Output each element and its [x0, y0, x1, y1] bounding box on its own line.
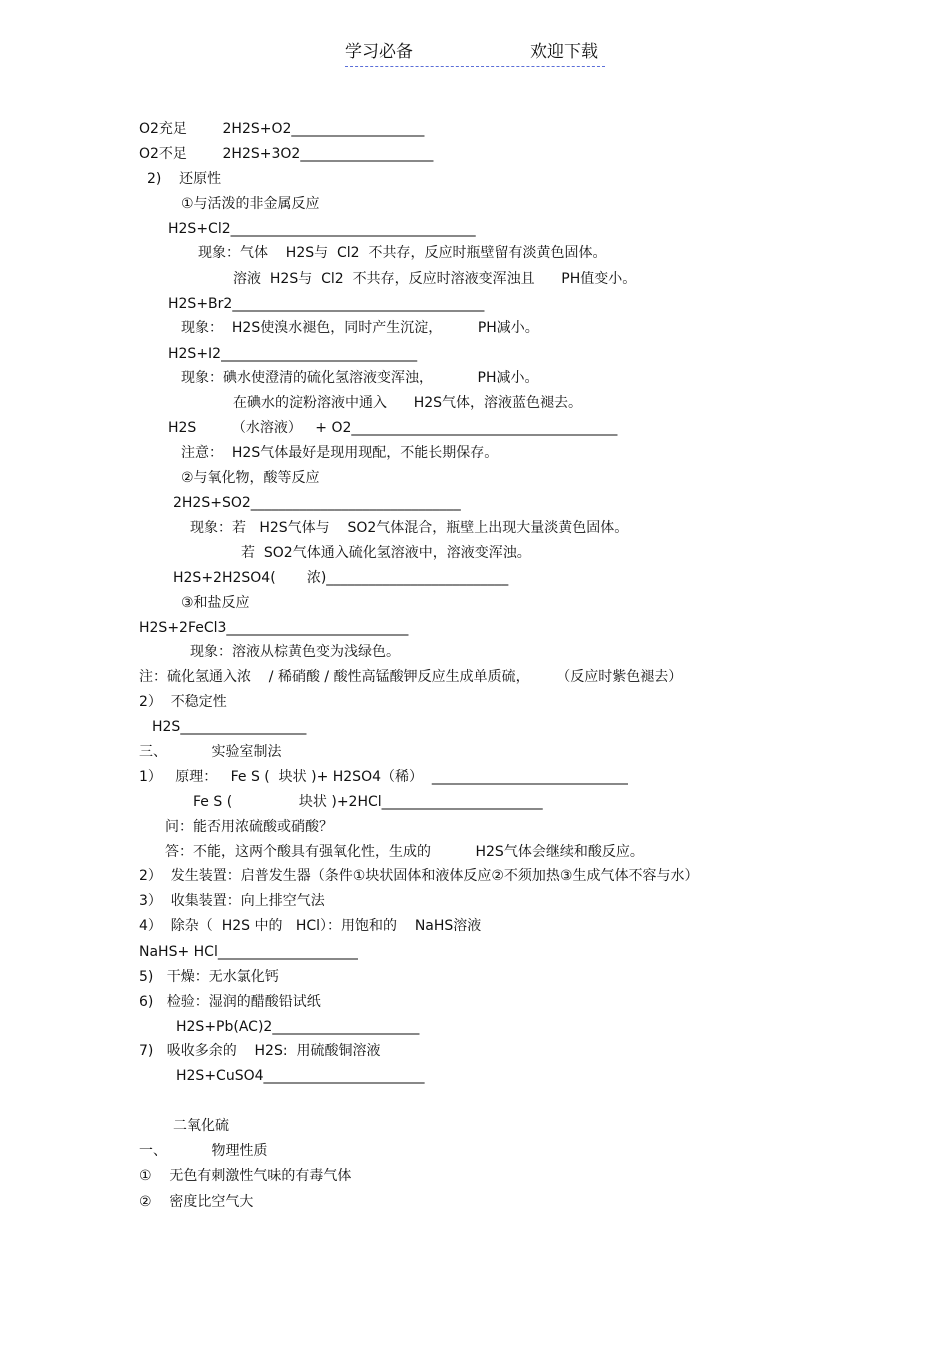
text-line: 答：不能，这两个酸具有强氧化性，生成的 H2S气体会继续和酸反应。 [165, 844, 644, 860]
text-line: H2S+Cl2___________________________________ [168, 221, 476, 237]
text-line: 2） 发生装置：启普发生器（条件①块状固体和液体反应②不须加热③生成气体不容与水） [139, 868, 699, 884]
text-line: 现象：气体 H2S与 Cl2 不共存，反应时瓶壁留有淡黄色固体。 [198, 245, 607, 261]
text-line: 2H2S+SO2______________________________ [173, 495, 461, 511]
text-line: 在碘水的淀粉溶液中通入 H2S气体，溶液蓝色褪去。 [233, 395, 583, 411]
text-line: 注：硫化氢通入浓 / 稀硝酸 / 酸性高锰酸钾反应生成单质硫， （反应时紫色褪去） [139, 669, 683, 685]
text-line: 6) 检验：湿润的醋酸铅试纸 [139, 994, 321, 1010]
text-line: 1） 原理： Fe S ( 块状 )+ H2SO4（稀） ____________________________ [139, 769, 628, 785]
text-line: 现象： H2S使溴水褪色，同时产生沉淀， PH减小。 [181, 320, 539, 336]
text-line: 若 SO2气体通入硫化氢溶液中，溶液变浑浊。 [241, 545, 531, 561]
text-line: NaHS+ HCl____________________ [139, 944, 358, 960]
text-line: Fe S ( 块状 )+2HCl_______________________ [193, 794, 543, 810]
page-header [345, 42, 605, 67]
text-line: 3） 收集装置：向上排空气法 [139, 893, 325, 909]
text-line: 现象：若 H2S气体与 SO2气体混合，瓶壁上出现大量淡黄色固体。 [190, 520, 629, 536]
text-line: 5) 干燥：无水氯化钙 [139, 969, 279, 985]
text-line: 问：能否用浓硫酸或硝酸？ [165, 819, 333, 835]
text-line: 2) 还原性 [147, 171, 222, 187]
header-right-text: 欢迎下载 [530, 42, 598, 62]
text-line: 一、 物理性质 [139, 1143, 268, 1159]
text-line: 现象：碘水使澄清的硫化氢溶液变浑浊， PH减小。 [181, 370, 539, 386]
text-line: 现象：溶液从棕黄色变为浅绿色。 [190, 644, 400, 660]
text-line: 4） 除杂（ H2S 中的 HCl）：用饱和的 NaHS溶液 [139, 918, 482, 934]
text-line: 溶液 H2S与 Cl2 不共存，反应时溶液变浑浊且 PH值变小。 [233, 271, 637, 287]
text-line: H2S+Pb(AC)2_____________________ [176, 1019, 420, 1035]
text-line: O2不足 2H2S+3O2___________________ [139, 146, 434, 162]
text-line: H2S+2H2SO4( 浓)__________________________ [173, 570, 509, 586]
text-line: ① 无色有刺激性气味的有毒气体 [139, 1168, 352, 1184]
text-line: 三、 实验室制法 [139, 744, 282, 760]
text-line: H2S+2FeCl3__________________________ [139, 620, 409, 636]
text-line: H2S+Br2____________________________________ [168, 296, 485, 312]
text-line: 7) 吸收多余的 H2S: 用硫酸铜溶液 [139, 1043, 381, 1059]
text-line: O2充足 2H2S+O2___________________ [139, 121, 425, 137]
text-line: ③和盐反应 [181, 595, 250, 611]
text-line: H2S+CuSO4_______________________ [176, 1068, 425, 1084]
text-line: H2S__________________ [152, 719, 307, 735]
text-line: ② 密度比空气大 [139, 1194, 254, 1210]
text-line: H2S （水溶液） + O2______________________________________ [168, 420, 618, 436]
text-line: 2） 不稳定性 [139, 694, 227, 710]
text-line: ①与活泼的非金属反应 [181, 196, 320, 212]
header-left-text: 学习必备 [345, 42, 413, 62]
text-line: H2S+I2____________________________ [168, 346, 418, 362]
section-title: 二氧化硫 [173, 1118, 229, 1134]
text-line: 注意： H2S气体最好是现用现配，不能长期保存。 [181, 445, 499, 461]
text-line: ②与氧化物，酸等反应 [181, 470, 320, 486]
